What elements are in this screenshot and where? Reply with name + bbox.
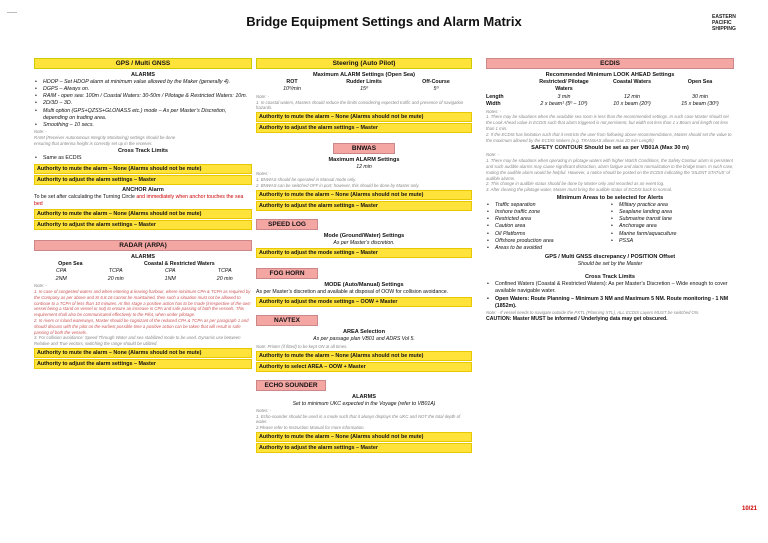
radar-note: 1. In case of congested waters and when entering & leaving harbour, where minimum CPA & TCPA as required by the Company as per above and SI 6.8.16 cannot be maintained, then such a situation must not be allowed to continue to a TCPA of less than 10 minutes. At this stage a positive action has to be made (irrespective of the own vessel being a stand on vessel or not) to ensure an increase in CPA and safe passing of both the vessels. This requirement shall also be communicated effectively to the Pilot, when under pilotage. bbox=[34, 289, 251, 318]
page-title: Bridge Equipment Settings and Alarm Matrix bbox=[246, 14, 522, 29]
gps-bullet: • Smoothing – 10 secs. bbox=[34, 122, 252, 129]
gps-bullet: • RAIM - open sea: 100m / Coastal Waters: 30-50m / Pilotage & Restricted Waters: 10m. bbox=[34, 93, 252, 100]
echo-sounder-title: ALARMS bbox=[352, 393, 376, 400]
steering-val: 15º bbox=[360, 86, 368, 93]
length-value: 12 min bbox=[624, 93, 640, 100]
radar-col: TCPA bbox=[108, 268, 123, 275]
navtex-note: Note: Printer (if fitted) to be kept ON at all times. bbox=[256, 343, 348, 349]
anchor-alarm-title: ANCHOR Alarm bbox=[122, 186, 164, 193]
length-value: 3 min bbox=[557, 93, 571, 100]
echo-sounder-mute-authority: Authority to mute the alarm – None (Alarms should not be mute) bbox=[256, 432, 472, 442]
radar-alarms-title: ALARMS bbox=[131, 254, 155, 261]
logo-line: EASTERN bbox=[712, 14, 736, 20]
gps-bullet: • Multi option (GPS+QZSS+GLONASS etc.) mode – As per Master’s Discretion, depending on trading area. bbox=[34, 108, 252, 122]
speed-log-value: As per Master’s discretion. bbox=[333, 239, 395, 246]
gps-note: RAIM (Receiver Autonomous Integrity Monitoring) settings should be done bbox=[34, 134, 176, 140]
safety-contour-note: 3. After clearing the pilotage water, Master must bring the audible status of ECDIS back to normal. bbox=[486, 187, 673, 193]
area-item: • Seaplane landing area bbox=[610, 209, 734, 216]
look-ahead-table bbox=[486, 79, 734, 109]
gps-note: ensuring that antenna height is correctly set up in the receiver. bbox=[34, 140, 153, 146]
look-ahead-title: Recommended Minimum LOOK AHEAD Settings bbox=[545, 72, 675, 78]
echo-sounder-header: ECHO SOUNDER bbox=[256, 380, 326, 391]
steering-col: Off-Course bbox=[422, 79, 450, 85]
steering-column bbox=[256, 58, 472, 454]
cross-track-title: Cross Track Limits bbox=[117, 148, 169, 155]
speed-log-header: SPEED LOG bbox=[256, 219, 318, 230]
anchor-text-a: To be set after calculating the Turning Circle bbox=[34, 193, 137, 200]
gps-mute-authority: Authority to mute the alarm – None (Alarms should not be mute) bbox=[34, 164, 252, 174]
logo-line: SHIPPING bbox=[712, 25, 736, 32]
page-number: 10/21 bbox=[742, 506, 758, 512]
echo-sounder-note: 1. Echo-sounder should be used in a mode such that it always displays the UKC and NOT the total depth of water. bbox=[256, 413, 461, 425]
bnwas-note: 2. BNWAS can be switched OFF in port; however, this should be done by Master only. bbox=[256, 183, 420, 189]
steering-note: Note: - bbox=[256, 93, 269, 99]
ecdis-column bbox=[486, 58, 734, 323]
safety-contour-title: SAFETY CONTOUR Should be set as per VB01A (Max 30 m) bbox=[531, 145, 689, 152]
area-item: • Offshore production area bbox=[486, 238, 610, 245]
logo-line: PACIFIC bbox=[712, 19, 732, 26]
bnwas-mute-authority: Authority to mute the alarm – None (Alarms should not be mute) bbox=[256, 190, 472, 200]
radar-open-sea: Open Sea bbox=[58, 261, 83, 268]
steering-header: Steering (Auto Pilot) bbox=[256, 58, 472, 69]
area-item: • Areas to be avoided bbox=[486, 245, 610, 252]
anchor-mute-authority: Authority to mute the alarm – None (Alarms should not be mute) bbox=[34, 209, 252, 219]
area-item: • Anchorage area bbox=[610, 223, 734, 230]
length-label: Length bbox=[486, 93, 504, 100]
gps-bullet: • 2D/3D – 3D. bbox=[34, 100, 252, 107]
scan-mark bbox=[7, 12, 17, 13]
radar-val: 2NM bbox=[55, 275, 67, 282]
radar-col: CPA bbox=[56, 268, 67, 275]
bnwas-adjust-authority: Authority to adjust the alarm settings – Master bbox=[256, 201, 472, 211]
bnwas-value: 12 min bbox=[356, 164, 372, 171]
radar-note: 2. In rivers or inland waterways, Master should be cognizant of the reduced CPA & TCPA as per paragraph 1 and should discuss with the pilot on the earliest possible time a positive action can be taken that will result in safe passing of both the vessels. bbox=[34, 318, 249, 335]
gps-bullet: • HDOP – Set HDOP alarm at minimum value allowed by the Maker (generally 4). bbox=[34, 79, 252, 86]
cross-track-bullet: • Same as ECDIS bbox=[34, 155, 252, 162]
radar-val: 20 min bbox=[107, 275, 124, 282]
areas-list bbox=[486, 202, 734, 252]
look-ahead-corner bbox=[486, 79, 530, 94]
steering-col: Rudder Limits bbox=[346, 79, 382, 85]
radar-col: TCPA bbox=[217, 268, 232, 275]
gps-adjust-authority: Authority to adjust the alarm settings – Master bbox=[34, 175, 252, 185]
radar-note: Note: - bbox=[34, 283, 47, 289]
steering-title: Maximum ALARM Settings (Open Sea) bbox=[312, 72, 416, 78]
look-ahead-note: 1. There may be situations when the available sea room is less than the recommended settings. In such case Master should set the Look Ahead value in ECDIS such that alarm triggered is not persistent, but width not less than 1 x Beam and length not less than 1 min. bbox=[486, 114, 729, 132]
areas-title: Minimum Areas to be selected for Alerts bbox=[556, 194, 664, 201]
cross-track-bullet: • Confined Waters (Coastal & Restricted Waters): As per Master’s Discretion – Wide enough to cover available navigable water. bbox=[486, 281, 734, 295]
radar-val: 20 min bbox=[216, 275, 233, 282]
echo-sounder-adjust-authority: Authority to adjust the alarm settings – Master bbox=[256, 443, 472, 453]
area-item: • Traffic separation bbox=[486, 202, 610, 209]
radar-group-row bbox=[34, 261, 252, 268]
echo-sounder-note: 2.Please refer to Instruction Manual for more information. bbox=[256, 425, 365, 431]
area-item: • Restricted area bbox=[486, 216, 610, 223]
ecdis-header: ECDIS bbox=[486, 58, 734, 69]
width-value: 15 x beam (30º) bbox=[681, 101, 719, 108]
areas-right bbox=[610, 202, 734, 252]
navtex-text: As per passage plan VB01 and ADRS Vol 5. bbox=[313, 336, 415, 343]
area-item: • Caution area bbox=[486, 223, 610, 230]
area-item: • Oil Platforms bbox=[486, 231, 610, 238]
bnwas-note: Notes: - bbox=[256, 171, 272, 177]
navtex-select-authority: Authority to select AREA – OOW + Master bbox=[256, 362, 472, 372]
echo-sounder-note: Notes: - bbox=[256, 407, 272, 413]
look-ahead-col: Coastal Waters bbox=[612, 79, 652, 85]
gps-alarms-title: ALARMS bbox=[131, 72, 155, 78]
area-item: • Marine farm/aquaculture bbox=[610, 231, 734, 238]
navtex-header: NAVTEX bbox=[256, 315, 318, 326]
fog-horn-header: FOG HORN bbox=[256, 268, 318, 279]
steering-adjust-authority: Authority to adjust the alarm settings – Master bbox=[256, 123, 472, 133]
gps-header: GPS / Multi GNSS bbox=[34, 58, 252, 69]
look-ahead-col: Open Sea bbox=[687, 79, 713, 85]
steering-note: 1. In coastal waters, Masters should reduce the limits considering expected traffic and presence of navigation hazards. bbox=[256, 99, 464, 111]
safety-contour-note: 1. There may be situations when operating in pilotage waters with higher Watch Conditions, the Safety Contour alarm is persistent and such audible alarms may cause significant distraction, alarm fatigue and alarm normalization to the bridge team. In such case, muting the audible alarm would be helpful. However, a notice should be posted on the ECDIS indicating the 'SILENT STATUS' of audible alarms. bbox=[486, 158, 734, 181]
steering-col: ROT bbox=[286, 79, 298, 85]
speed-log-adjust-authority: Authority to adjust the mode settings – Master bbox=[256, 248, 472, 258]
radar-mute-authority: Authority to mute the alarm – None (Alarms should not be mute) bbox=[34, 348, 252, 358]
safety-contour-note: Note: - bbox=[486, 152, 499, 158]
cross-track-limits-title: Cross Track Limits bbox=[584, 274, 636, 281]
gps-note: Note: - bbox=[34, 128, 47, 134]
area-item: • Military practice area bbox=[610, 202, 734, 209]
fog-horn-adjust-authority: Authority to adjust the mode settings – OOW + Master bbox=[256, 297, 472, 307]
radar-val: 1NM bbox=[164, 275, 176, 282]
look-ahead-note: 2. If the ECDIS has limitation such that it restricts the user from following above recommendations, Master should set the value to the maximum allowed by the ECDIS Makers (e.g. TRANSAS allows max 20 min Length) bbox=[486, 131, 732, 143]
bnwas-note: 1. BNWAS should be operated in Manual mode only. bbox=[256, 177, 357, 183]
radar-adjust-authority: Authority to adjust the alarm settings – Master bbox=[34, 359, 252, 369]
echo-sounder-text: Set to minimum UKC expected in the Voyage (refer to VB01A) bbox=[292, 400, 436, 407]
area-item: • PSSA bbox=[610, 238, 734, 245]
caution-text: CAUTION: Master MUST be informed / Underlying data may get obscured. bbox=[486, 315, 668, 322]
navtex-mute-authority: Authority to mute the alarm – None (Alarms should not be mute) bbox=[256, 351, 472, 361]
company-logo bbox=[712, 15, 758, 32]
radar-col: CPA bbox=[165, 268, 176, 275]
radar-note: 3. For collision avoidance: Speed Through Water and sea stabilized mode to be used. Dynamic use between Relative and True vectors, switching the range should be utilized. bbox=[34, 335, 241, 347]
speed-log-title: Mode (Ground/Water) Settings bbox=[323, 232, 405, 239]
fog-horn-text: As per Master’s discretion and available at disposal of OOW for collision avoidance. bbox=[256, 289, 449, 296]
safety-contour-note: 2. This change in audible status should be done by Master only and recorded as an event log. bbox=[486, 181, 665, 187]
look-ahead-note: Notes: - bbox=[486, 108, 502, 114]
width-label: Width bbox=[486, 101, 501, 108]
steering-val: 10º/min bbox=[283, 86, 301, 93]
look-ahead-col: Restricted/ Pilotage Waters bbox=[539, 79, 589, 93]
areas-left bbox=[486, 202, 610, 252]
steering-val: 5º bbox=[433, 86, 439, 93]
gps-bullet: • DGPS – Always on. bbox=[34, 86, 252, 93]
radar-col-row bbox=[34, 268, 252, 283]
width-value: 10 x beam (20º) bbox=[613, 101, 651, 108]
cross-track-note: Note: - If vessel needs to navigate outside the PXTL (Planning XTL), ALL ECDIS Layers MUST be switched ON. bbox=[486, 309, 700, 315]
radar-header: RADAR (ARPA) bbox=[34, 240, 252, 251]
steering-mute-authority: Authority to mute the alarm – None (Alarms should not be mute) bbox=[256, 112, 472, 122]
radar-coastal: Coastal & Restricted Waters bbox=[143, 261, 215, 268]
navtex-title: AREA Selection bbox=[342, 329, 386, 336]
anchor-text-b: and immediately when anchor touches the sea bed bbox=[34, 193, 244, 207]
bnwas-title: Maximum ALARM Settings bbox=[328, 157, 400, 164]
cross-track-bullet: • Open Waters: Route Planning – Minimum 3 NM and Maximum 5 NM. Route monitoring - 1 NM (1852m). bbox=[486, 296, 734, 310]
area-item: • Inshore traffic zone bbox=[486, 209, 610, 216]
bnwas-header: BNWAS bbox=[333, 143, 395, 154]
area-item: • Submarine transit lane bbox=[610, 216, 734, 223]
anchor-text bbox=[34, 194, 252, 209]
gps-discrepancy-title: GPS / Multi GNSS discrepancy / POSITION Offset bbox=[544, 253, 676, 260]
steering-table bbox=[256, 79, 472, 94]
length-value: 30 min bbox=[692, 93, 708, 100]
width-value: 2 x beam¹ (5º – 10º) bbox=[540, 101, 588, 108]
gps-column bbox=[34, 58, 252, 370]
gps-discrepancy-sub: Should be set by the Master bbox=[577, 260, 643, 267]
anchor-adjust-authority: Authority to adjust the alarm settings – Master bbox=[34, 220, 252, 230]
fog-horn-title: MODE (Auto/Manual) Settings bbox=[324, 282, 404, 289]
